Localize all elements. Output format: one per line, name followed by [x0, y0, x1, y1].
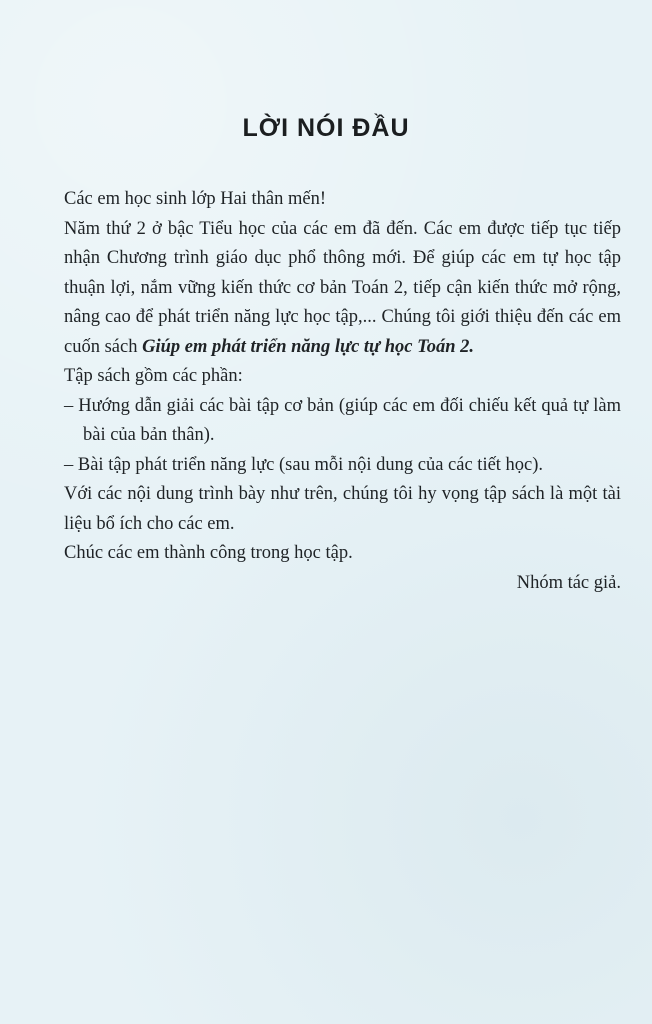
- list-item-competency-exercises: – Bài tập phát triển năng lực (sau mỗi nội dung của các tiết học).: [64, 454, 544, 475]
- paragraph-intro-text: Năm thứ 2 ở bậc Tiểu học của các em đã đến. Các em được tiếp tục tiếp nhận Chương trình giáo dục phổ thông mới. Để giúp các em tự học tập thuận lợi, nắm vững kiến thức cơ bản Toán 2, tiếp cận kiến thức mở rộng, nâng cao để phát triển năng lực học tập,... Chúng tôi giới thiệu đến các em cuốn sách: [64, 218, 621, 357]
- closing-line: Chúc các em thành công trong học tập.: [64, 543, 353, 563]
- book-title: Giúp em phát triển năng lực tự học Toán 2.: [142, 336, 475, 357]
- sections-intro: Tập sách gồm các phần:: [64, 366, 243, 386]
- signature: Nhóm tác giả.: [516, 572, 621, 593]
- greeting-line: Các em học sinh lớp Hai thân mến!: [64, 189, 327, 209]
- paragraph-hope: Với các nội dung trình bày như trên, chúng tôi hy vọng tập sách là một tài liệu bổ ích cho các em.: [64, 484, 621, 534]
- paragraph-intro: [64, 215, 621, 363]
- page-title: LỜI NÓI ĐẦU: [242, 114, 410, 142]
- preface-body: [64, 185, 621, 598]
- list-item-basic-exercises: – Hướng dẫn giải các bài tập cơ bản (giúp các em đối chiếu kết quả tự làm bài của bản thân).: [64, 395, 621, 445]
